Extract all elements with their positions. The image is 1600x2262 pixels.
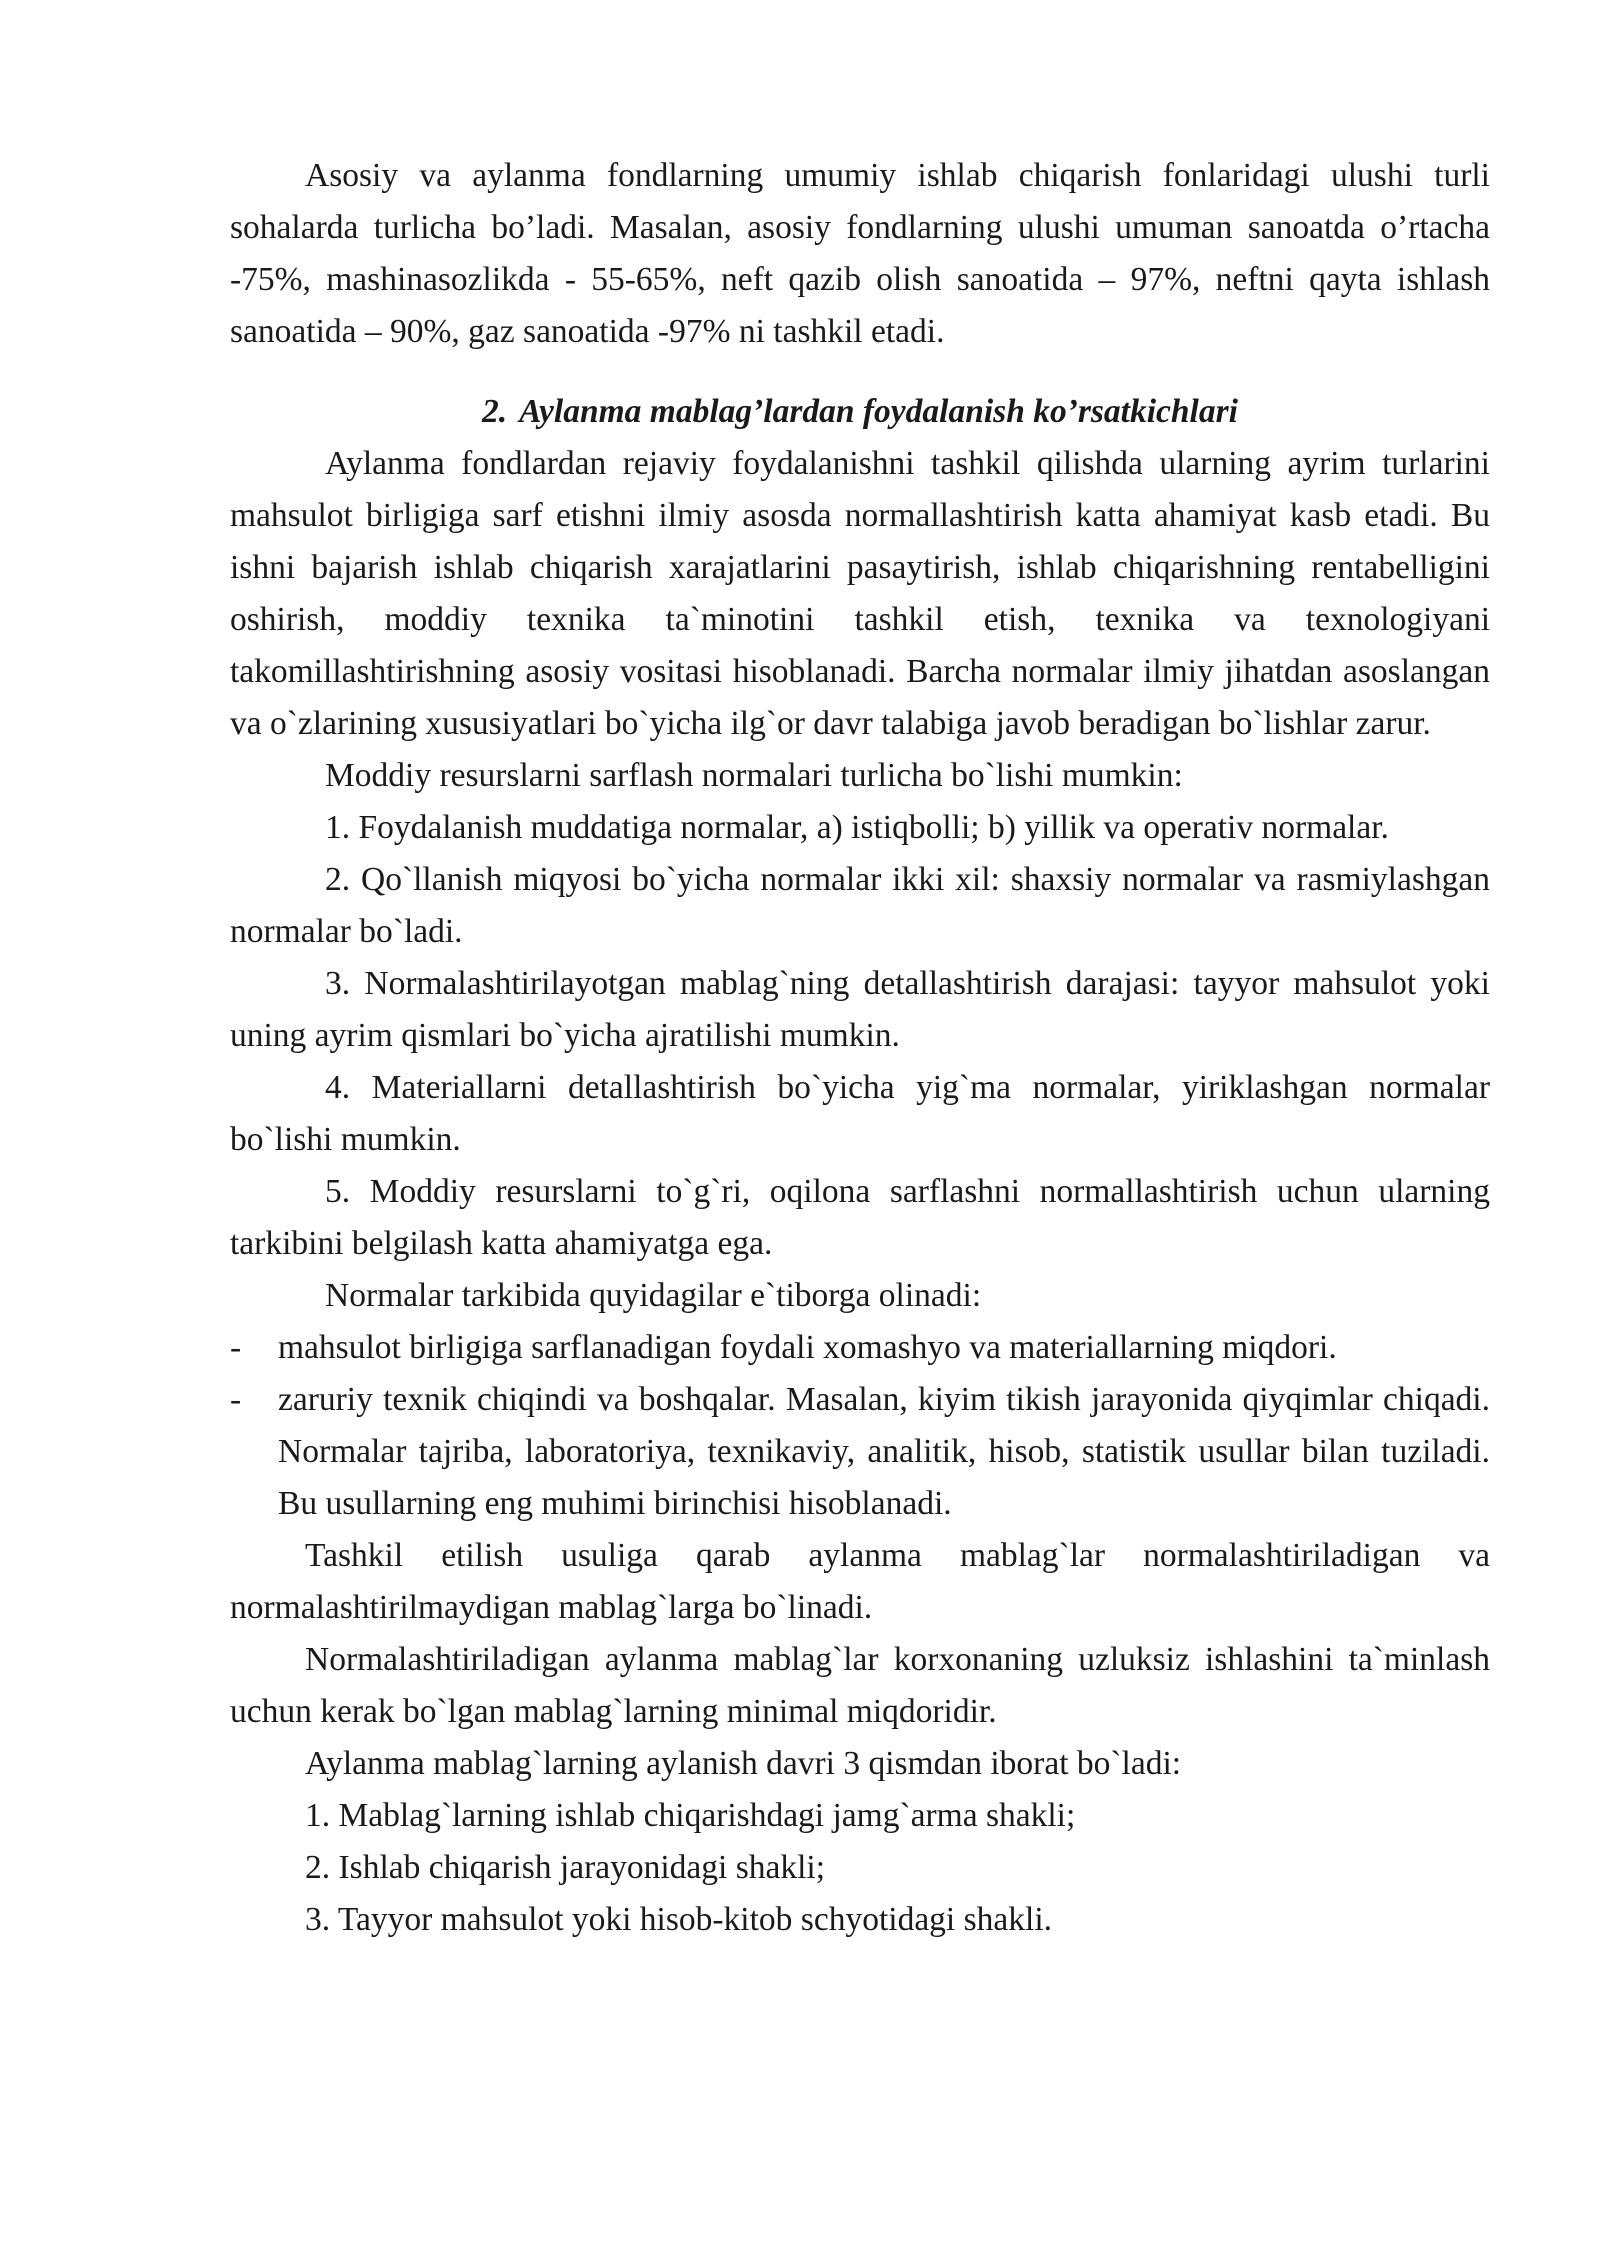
intro-paragraph: Asosiy va aylanma fondlarning umumiy ishlab chiqarish fonlaridagi ulushi turli sohalarda turlicha bo’ladi. Masalan, asosiy fondlarning ulushi umuman sanoatda o’rtacha -75%, mashinasozlikda - 55-65%, neft qazib olish sanoatida – 97%, neftni qayta ishlash sanoatida – 90%, gaz sanoatida -97% ni tashkil etadi. xyxy=(230,157,1490,350)
dash-marker: - xyxy=(230,1329,242,1366)
numbered-item-1: 1. Foydalanish muddatiga normalar, a) istiqbolli; b) yillik va operativ normalar. xyxy=(325,809,1389,846)
cycle-item-1: 1. Mablag`larning ishlab chiqarishdagi jamg`arma shakli; xyxy=(305,1797,1076,1834)
cycle-item-3: 3. Tayyor mahsulot yoki hisob-kitob schyotidagi shakli. xyxy=(305,1901,1053,1938)
body-paragraph-1: Aylanma fondlardan rejaviy foydalanishni tashkil qilishda ularning ayrim turlarini mahsulot birligiga sarf etishni ilmiy asosda normallashtirish katta ahamiyat kasb etadi. Bu ishni bajarish ishlab chiqarish xarajatlarini pasaytirish, ishlab chiqarishning rentabelligini oshirish, moddiy texnika ta`minotini tashkil etish, texnika va texnologiyani takomillashtirishning asosiy vositasi hisoblanadi. Barcha normalar ilmiy jihatdan asoslangan va o`zlarining xususiyatlari bo`yicha ilg`or davr talabiga javob beradigan bo`lishlar zarur. xyxy=(230,445,1490,742)
body-paragraph-6: Aylanma mablag`larning aylanish davri 3 qismdan iborat bo`ladi: xyxy=(305,1745,1182,1782)
section-title: Aylanma mablag’lardan foydalanish ko’rsatkichlari xyxy=(519,393,1238,430)
body-paragraph-5: Normalashtiriladigan aylanma mablag`lar korxonaning uzluksiz ishlashini ta`minlash uchun kerak bo`lgan mablag`larning minimal miqdoridir. xyxy=(230,1641,1490,1730)
dash-marker: - xyxy=(230,1381,242,1418)
numbered-item-3: 3. Normalashtirilayotgan mablag`ning detallashtirish darajasi: tayyor mahsulot yoki uning ayrim qismlari bo`yicha ajratilishi mumkin. xyxy=(230,965,1490,1054)
dash-item-text: mahsulot birligiga sarflanadigan foydali xomashyo va materiallarning miqdori. xyxy=(278,1329,1337,1366)
numbered-item-4: 4. Materiallarni detallashtirish bo`yicha yig`ma normalar, yiriklashgan normalar bo`lishi mumkin. xyxy=(230,1069,1490,1158)
dash-list-item xyxy=(230,1374,1490,1530)
numbered-item-5: 5. Moddiy resurslarni to`g`ri, oqilona sarflashni normallashtirish uchun ularning tarkibini belgilash katta ahamiyatga ega. xyxy=(230,1173,1490,1262)
dash-list-item xyxy=(230,1322,1490,1374)
body-paragraph-2: Moddiy resurslarni sarflash normalari turlicha bo`lishi mumkin: xyxy=(325,757,1183,794)
numbered-item-2: 2. Qo`llanish miqyosi bo`yicha normalar ikki xil: shaxsiy normalar va rasmiylashgan normalar bo`ladi. xyxy=(230,861,1490,950)
dash-item-text: zaruriy texnik chiqindi va boshqalar. Masalan, kiyim tikish jarayonida qiyqimlar chiqadi. Normalar tajriba, laboratoriya, texnikaviy, analitik, hisob, statistik usullar bilan tuziladi. Bu usullarning eng muhimi birinchisi hisoblanadi. xyxy=(278,1381,1490,1522)
body-paragraph-3: Normalar tarkibida quyidagilar e`tiborga olinadi: xyxy=(325,1277,982,1314)
section-heading xyxy=(230,386,1490,438)
section-number: 2. xyxy=(482,393,508,430)
document-page xyxy=(230,150,1490,1946)
body-paragraph-4: Tashkil etilish usuliga qarab aylanma mablag`lar normalashtiriladigan va normalashtirilmaydigan mablag`larga bo`linadi. xyxy=(230,1537,1490,1626)
cycle-item-2: 2. Ishlab chiqarish jarayonidagi shakli; xyxy=(305,1849,826,1886)
